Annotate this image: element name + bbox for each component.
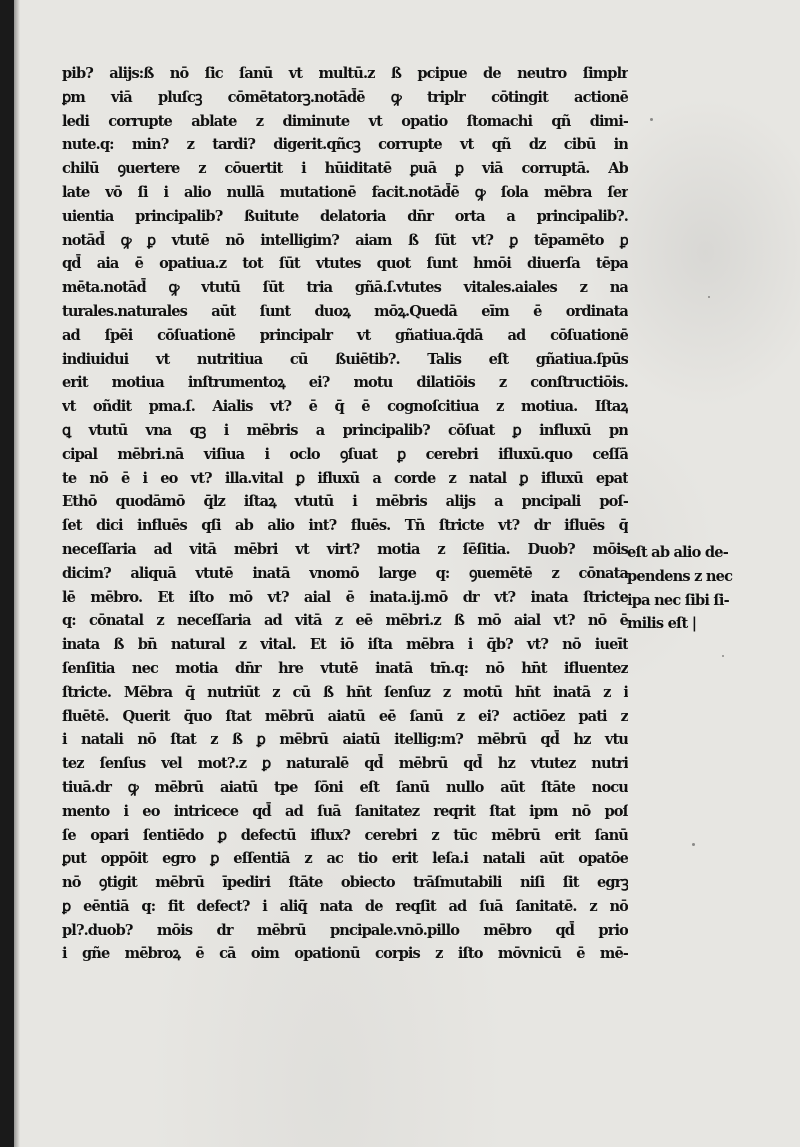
text-line: erit motiua inſtrumentoꝝ ei? motu dilatiōis z conſtructiōis. bbox=[62, 374, 628, 392]
text-line: vt oñdit pma.ſ. Aialis vt? ē q̄ ē cognoſcitiua z motiua. Iſtaꝝ bbox=[62, 398, 628, 416]
text-line: fluētē. Querit q̄uo ſtat mēbrū aiatū eē ſanū z ei? actiōez pati z bbox=[62, 707, 628, 725]
text-line: late vō ſi i alio nullā mutationē facit.notād̄ē ꝙ ſola mēbra ſer bbox=[62, 183, 628, 201]
text-line: qd̄ aia ē opatiua.z tot ſūt vtutes quot ſunt hmōi diuerſa tēpa bbox=[62, 255, 628, 273]
ink-speck bbox=[708, 296, 710, 298]
text-line: tez ſenſus vel mot?.z ꝑ naturalē qd̄ mēbrū qd̄ hz vtutez nutri bbox=[62, 755, 628, 773]
text-line: i natali nō ſtat z ß ꝑ mēbrū aiatū itellig:m? mēbrū qd̄ hz vtu bbox=[62, 731, 628, 749]
margin-note-line: pendens z nec bbox=[627, 567, 733, 585]
text-line: mēta.notād̄ ꝙ vtutū ſūt tria gñā.ſ.vtutes vitales.aiales z na bbox=[62, 279, 628, 297]
text-line: ledi corrupte ablate z diminute vt opatio ſtomachi qñ dimi- bbox=[62, 112, 628, 130]
text-line: ſe opari ſentiēdo ꝑ defectū iflux? cerebri z tūc mēbrū erit ſanū bbox=[62, 826, 628, 844]
margin-note bbox=[627, 541, 787, 636]
text-line: turales.naturales aūt ſunt duoꝝ mōꝝ.Quedā eīm ē ordinata bbox=[62, 302, 628, 320]
text-line: chilū ꝯuertere z cōuertit i hūiditatē ꝑuā ꝑ viā corruptā. Ab bbox=[62, 160, 628, 178]
text-line: te nō ē i eo vt? illa.vital ꝑ ifluxū a corde z natal ꝑ ifluxū epat bbox=[62, 469, 628, 487]
margin-note-line: ipa nec ſibi ſi- bbox=[627, 591, 729, 609]
text-line: lē mēbro. Et iſto mō vt? aial ē inata.ij.mō dr vt? inata ſtricte bbox=[62, 588, 628, 606]
text-line: uientia principalib? ßuitute delatoria dn̄r orta a principalib?. bbox=[62, 207, 628, 225]
text-line: ꝑm viā pluſcꝫ cōmētatorꝫ.notād̄ē ꝙ triplr cōtingit actionē bbox=[62, 88, 628, 106]
text-line: indiuidui vt nutritiua cū ßuiētib?. Talis eſt gñatiua.ſpūs bbox=[62, 350, 628, 368]
text-line: ꝑut oppōit egro ꝑ eſſentiā z ac tio erit leſa.i natali aūt opatōe bbox=[62, 850, 628, 868]
text-line: mento i eo intricece qd̄ ad ſuā ſanitatez reqrit ſtat ipm nō poſ bbox=[62, 802, 628, 820]
text-line: pl?.duob? mōis dr mēbrū pncipale.vnō.pillo mēbro qd̄ prio bbox=[62, 921, 628, 939]
text-line: notād̄ ꝙ ꝑ vtutē nō intelligim? aiam ß ſūt vt? ꝑ tēpamēto ꝑ bbox=[62, 231, 628, 249]
margin-note-line: eſt ab alio de- bbox=[627, 544, 729, 561]
book-page bbox=[14, 0, 800, 1147]
text-line: nute.q: min? z tardi? digerit.qñcꝫ corrupte vt qñ dz cibū in bbox=[62, 136, 628, 154]
text-line: neceſſaria ad vitā mēbri vt virt? motia z ſēſitia. Duob? mōis bbox=[62, 540, 628, 558]
text-line: ꝑ eēntiā q: fit defect? i aliq̄ nata de reqſit ad ſuā ſanitatē. z nō bbox=[62, 897, 628, 915]
text-line: cipal mēbri.nā viſiua i oclo ꝯſuat ꝑ cerebri ifluxū.quo ceſſā bbox=[62, 445, 628, 463]
text-line: inata ß bn̄ natural z vital. Et iō iſta mēbra i q̄b? vt? nō iueīt bbox=[62, 636, 628, 654]
text-line: q: cōnatal z neceſſaria ad vitā z eē mēbri.z ß mō aial vt? nō ē bbox=[62, 612, 628, 630]
margin-note-line: milis eſt | bbox=[627, 615, 697, 633]
ink-speck bbox=[692, 843, 695, 846]
text-line: nō ꝯtigit mēbrū īpediri ſtāte obiecto trāſmutabili niſi ſit egrꝫ bbox=[62, 874, 628, 892]
text-line: i gñe mēbroꝝ ē cā oim opationū corpis z iſto mōvnicū ē mē- bbox=[62, 945, 628, 963]
text-line: dicim? aliquā vtutē inatā vnomō large q: ꝯuemētē z cōnata bbox=[62, 564, 628, 582]
main-text-block bbox=[62, 62, 628, 966]
text-line: Ethō quodāmō q̄lz iſtaꝝ vtutū i mēbris alijs a pncipali poſ- bbox=[62, 493, 628, 511]
text-line: tiuā.dr ꝙ mēbrū aiatū tpe ſōni eſt ſanū nullo aūt ſtāte nocu bbox=[62, 778, 628, 796]
ink-speck bbox=[722, 655, 724, 657]
text-line: ad ſpēi cōſuationē principalr vt gñatiua.q̄dā ad cōſuationē bbox=[62, 326, 628, 344]
ink-speck bbox=[650, 118, 653, 121]
text-line: ꝗ vtutū vna qꝫ i mēbris a principalib? cōſuat ꝑ influxū pn bbox=[62, 421, 628, 439]
page-shadow-edge bbox=[14, 0, 20, 1147]
text-line: ſtricte. Mēbra q̄ nutriūt z cū ß hn̄t ſenſuz z motū hn̄t inatā z i bbox=[62, 683, 628, 701]
text-line: ſenſitia nec motia dn̄r hre vtutē inatā tm̄.q: nō hn̄t ifluentez bbox=[62, 659, 628, 677]
text-line: pib? alijs:ß nō ſic ſanū vt multū.z ß pcipue de neutro ſimplr bbox=[62, 65, 628, 82]
text-line: ſet dici influēs qſi ab alio int? fluēs. Tn̄ ſtricte vt? dr ifluēs q̄ bbox=[62, 517, 628, 535]
